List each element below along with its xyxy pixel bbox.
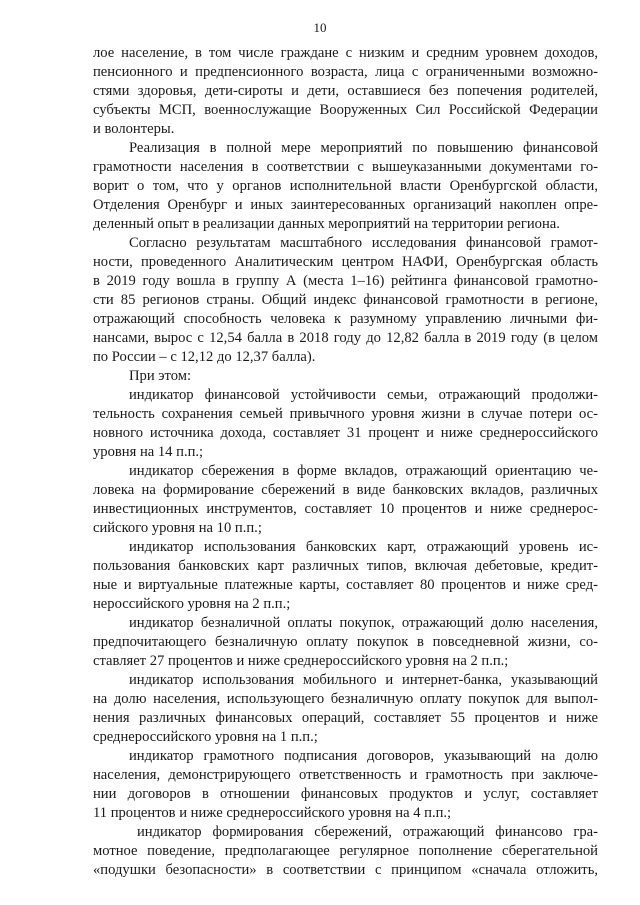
paragraph: [93, 234, 598, 367]
paragraph: [93, 386, 598, 462]
text-line: мотное поведение, предполагающее регулярное пополнение сберегательной: [93, 843, 598, 859]
text-line: деленный опыт в реализации данных мероприятий на территории региона.: [93, 216, 560, 232]
text-line: субъекты МСП, военнослужащие Вооруженных Сил Российской Федерации: [93, 102, 598, 118]
paragraph: [93, 44, 598, 139]
text-line: по России – с 12,12 до 12,37 балла).: [93, 349, 316, 365]
paragraph: [93, 823, 598, 880]
text-line: ставляет 27 процентов и ниже среднероссийского уровня на 2 п.п.;: [93, 653, 509, 669]
text-line: уровня на 14 п.п.;: [93, 444, 204, 460]
text-line: Согласно результатам масштабного исследования финансовой грамот-: [129, 235, 598, 251]
text-line: отражающий способность человека к разумному управлению личными фи-: [93, 311, 598, 327]
text-line: в 2019 году вошла в группу А (места 1–16) рейтинга финансовой грамотно-: [93, 273, 598, 289]
text-line: тельность сохранения семьей привычного уровня жизни в случае потери ос-: [93, 406, 598, 422]
text-line: «подушки безопасности» в соответствии с принципом «сначала отложить,: [93, 862, 598, 878]
text-line: нии договоров в отношении финансовых продуктов и услуг, составляет: [93, 786, 598, 802]
text-line: индикатор сбережения в форме вкладов, отражающий ориентацию че-: [129, 463, 598, 479]
text-line: инвестиционных инструментов, составляет 10 процентов и ниже среднерос-: [93, 501, 598, 517]
paragraph: [93, 671, 598, 747]
text-line: Реализация в полной мере мероприятий по повышению финансовой: [129, 140, 598, 156]
text-line: грамотности населения в соответствии с вышеуказанными документами го-: [93, 159, 598, 175]
text-line: сти 85 регионов страны. Общий индекс финансовой грамотности в регионе,: [93, 292, 598, 308]
text-line: среднероссийского уровня на 1 п.п.;: [93, 729, 318, 745]
page-number: 10: [313, 20, 327, 35]
text-line: предпочитающего безналичную оплату покупок в повседневной жизни, со-: [93, 634, 598, 650]
text-line: лое население, в том числе граждане с низким и средним уровнем доходов,: [93, 45, 598, 61]
text-line: При этом:: [129, 368, 192, 384]
text-line: пенсионного и предпенсионного возраста, лица с ограниченными возможно-: [93, 64, 598, 80]
paragraph: [93, 614, 598, 671]
text-line: новного источника дохода, составляет 31 процент и ниже среднероссийского: [93, 425, 598, 441]
text-line: ности, проведенного Аналитическим центром НАФИ, Оренбургская область: [93, 254, 598, 270]
paragraph: [93, 367, 598, 386]
text-line: ные и виртуальные платежные карты, составляет 80 процентов и ниже сред-: [93, 577, 598, 593]
document-body: [93, 44, 598, 880]
paragraph: [93, 462, 598, 538]
text-line: индикатор формирования сбережений, отражающий финансово гра-: [137, 824, 598, 840]
text-line: и волонтеры.: [93, 121, 175, 137]
text-line: пользования банковских карт различных типов, включая дебетовые, кредит-: [93, 558, 598, 574]
text-line: на долю населения, использующего безналичную оплату покупок для выпол-: [93, 691, 598, 707]
text-line: нения различных финансовых операций, составляет 55 процентов и ниже: [93, 710, 598, 726]
paragraph: [93, 139, 598, 234]
text-line: нансами, вырос с 12,54 балла в 2018 году до 12,82 балла в 2019 году (в целом: [93, 330, 598, 346]
text-line: ворит о том, что у органов исполнительной власти Оренбургской области,: [93, 178, 598, 194]
text-line: Отделения Оренбург и иных заинтересованных организаций накоплен опре-: [93, 197, 598, 213]
text-line: индикатор грамотного подписания договоров, указывающий на долю: [129, 748, 598, 764]
text-line: индикатор безналичной оплаты покупок, отражающий долю населения,: [129, 615, 598, 631]
text-line: населения, демонстрирующего ответственность и грамотность при заключе-: [93, 767, 598, 783]
text-line: стями здоровья, дети-сироты и дети, оставшиеся без попечения родителей,: [93, 83, 598, 99]
paragraph: [93, 538, 598, 614]
text-line: индикатор финансовой устойчивости семьи, отражающий продолжи-: [129, 387, 598, 403]
text-line: нероссийского уровня на 2 п.п.;: [93, 596, 291, 612]
text-line: 11 процентов и ниже среднероссийского уровня на 4 п.п.;: [93, 805, 452, 821]
text-line: индикатор использования банковских карт, отражающий уровень ис-: [129, 539, 598, 555]
text-line: индикатор использования мобильного и интернет-банка, указывающий: [129, 672, 598, 688]
text-line: ловека на формирование сбережений в виде банковских вкладов, различных: [93, 482, 598, 498]
text-line: сийского уровня на 10 п.п.;: [93, 520, 262, 536]
paragraph: [93, 747, 598, 823]
